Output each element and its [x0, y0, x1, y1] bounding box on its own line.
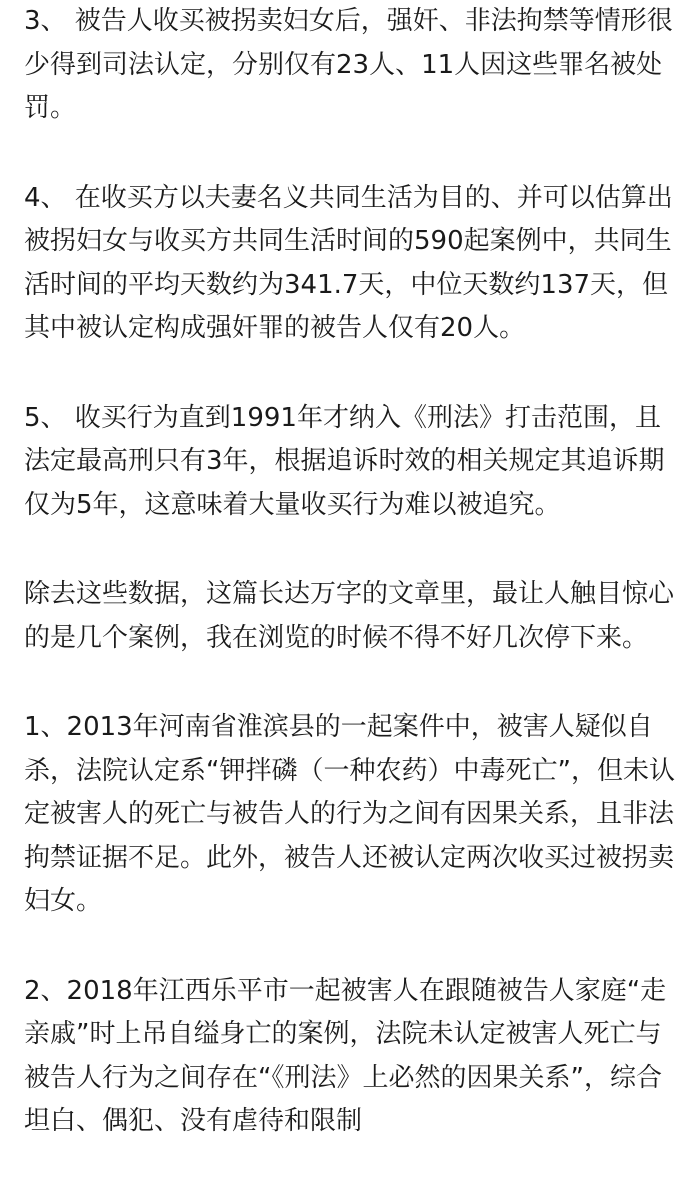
paragraph-spacer	[24, 527, 684, 573]
paragraph-intro-cases: 除去这些数据，这篇长达万字的文章里，最让人触目惊心的是几个案例，我在浏览的时候不得不好几次停下来。	[24, 579, 675, 653]
article-body	[24, 0, 684, 1144]
paragraph-point-5: 5、 收买行为直到1991年才纳入《刑法》打击范围，且法定最高刑只有3年，根据追诉时效的相关规定其追诉期仅为5年，这意味着大量收买行为难以被追究。	[24, 402, 665, 520]
paragraph-spacer	[24, 131, 684, 177]
paragraph-spacer	[24, 924, 684, 970]
paragraph-spacer	[24, 660, 684, 706]
paragraph-point-4: 4、 在收买方以夫妻名义共同生活为目的、并可以估算出被拐妇女与收买方共同生活时间的590起案例中，共同生活时间的平均天数约为341.7天，中位天数约137天，但其中被认定构成强奸罪的被告人仅有20人。	[24, 182, 673, 343]
paragraph-case-1: 1、2013年河南省淮滨县的一起案件中，被害人疑似自杀，法院认定系“钾拌磷（一种农药）中毒死亡”，但未认定被害人的死亡与被告人的行为之间有因果关系，且非法拘禁证据不足。此外，被告人还被认定两次收买过被拐卖妇女。	[24, 712, 675, 916]
paragraph-point-3: 3、 被告人收买被拐卖妇女后，强奸、非法拘禁等情形很少得到司法认定，分别仅有23人、11人因这些罪名被处罚。	[24, 6, 673, 123]
paragraph-case-2: 2、2018年江西乐平市一起被害人在跟随被告人家庭“走亲戚”时上吊自缢身亡的案例，法院未认定被害人死亡与被告人行为之间存在“《刑法》上必然的因果关系”，综合坦白、偶犯、没有虐待和限制	[24, 975, 667, 1136]
paragraph-spacer	[24, 351, 684, 397]
